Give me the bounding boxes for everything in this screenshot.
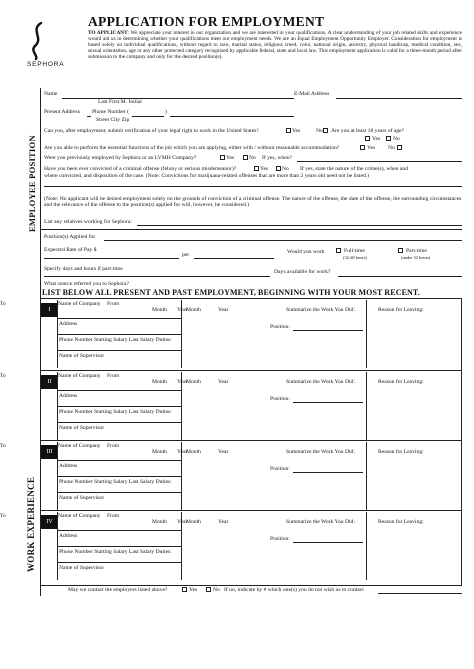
from-month-label: Month (152, 379, 167, 385)
convicted-detail-line1: If yes, state the nature of the crime(s), when and (300, 166, 408, 172)
phone-salary-field[interactable] (57, 422, 181, 423)
essential-no-checkbox[interactable] (397, 145, 402, 150)
address-field[interactable] (57, 406, 181, 407)
reason-for-leaving-label: Reason for Leaving: (378, 449, 424, 455)
if-yes-when-label: If yes, when? (262, 155, 292, 161)
position-field[interactable] (293, 330, 363, 331)
side-label-work-experience: WORK EXPERIENCE (26, 476, 36, 572)
address-field[interactable] (57, 476, 181, 477)
phone-salary-duties-label: Phone Number Starting Salary Last Salary Duties: (59, 549, 172, 555)
convicted-no-label: No (282, 166, 289, 172)
entry-number-badge: II (41, 375, 58, 389)
intro-body: : We appreciate your interest in our organization and we are interested in your qualifications. A clear understanding of your job related skills and experience would aid us in determining whether your qualifications meet our employment needs. We are an Equal Employment Opportunity Employer. Consideration for employment is based solely on individual qualifications, without regard to race, marital status, religious creed, color, national origin, ancestry, physical handicap, medical condition, sex, sexual orientation, age or any other protected category recognized by applicable federal, state and local law. This employment application is valid for a three-month period after submission to the company and only for the desired position(s). (88, 30, 462, 60)
age-yes-label: Yes (372, 136, 381, 142)
referral-label: What source referred you to Sephora? (44, 281, 129, 287)
prev-employed-yes-label: Yes (226, 155, 235, 161)
entry-number-badge: I (41, 303, 58, 317)
entry-separator (40, 510, 462, 511)
expected-rate-label: Expected Rate of Pay $ (44, 247, 97, 253)
relatives-field[interactable] (137, 225, 462, 226)
to-label: To (0, 513, 6, 519)
position-field[interactable] (293, 542, 363, 543)
essential-yes-checkbox[interactable] (360, 145, 365, 150)
verify-yes-label: Yes (292, 128, 301, 134)
entry-col-divider (366, 442, 367, 510)
to-label: To (0, 443, 6, 449)
company-name-label: Name of Company (58, 373, 101, 379)
convicted-yes-label: Yes (260, 166, 269, 172)
convicted-no-checkbox[interactable] (276, 166, 281, 171)
age-no-checkbox[interactable] (386, 136, 391, 141)
work-experience-heading: LIST BELOW ALL PRESENT AND PAST EMPLOYMENT, BEGINNING WITH YOUR MOST RECENT. (42, 288, 420, 297)
contact-yes-checkbox[interactable] (182, 587, 187, 592)
question-previously-employed: Were you previously employed by Sephora or an LVMH Company? (44, 155, 197, 161)
name-sublabel: Last First M. Initial (98, 99, 142, 105)
company-name-field[interactable] (57, 390, 181, 391)
to-year-label: Year (218, 307, 229, 313)
phone-area-field[interactable] (132, 116, 164, 117)
address-label: Address (59, 533, 78, 539)
days-hours-label: Specify days and hours if part-time (44, 266, 123, 272)
reason-for-leaving-label: Reason for Leaving: (378, 519, 424, 525)
to-month-label: Month (186, 449, 201, 455)
entry-col-divider (366, 300, 367, 368)
essential-no-label: No (388, 145, 395, 151)
to-label: To (0, 301, 6, 307)
pay-period-field[interactable] (194, 258, 274, 259)
from-year-label: Year (177, 307, 188, 313)
name-field[interactable] (62, 98, 294, 99)
question-convicted: Have you been ever convicted of a criminal offense (felony or serious misdemeanor)? (44, 166, 237, 172)
position-field[interactable] (293, 402, 363, 403)
position-label: Position: (270, 466, 290, 472)
question-verify-work: Can you, after employment, submit verification of your legal right to work in the United States? (44, 128, 259, 134)
summarize-work-label: Summarize the Work You Did: (286, 449, 355, 455)
phone-salary-field[interactable] (57, 350, 181, 351)
address-label: Address (59, 321, 78, 327)
from-label: From (107, 301, 120, 307)
address-field[interactable] (57, 334, 181, 335)
from-year-label: Year (177, 379, 188, 385)
phone-salary-duties-label: Phone Number Starting Salary Last Salary Duties: (59, 337, 172, 343)
part-time-hours: (under 32 hours) (401, 255, 431, 260)
prev-employed-when-field[interactable] (297, 161, 462, 162)
question-age: Are you at least 18 years of age? (331, 128, 405, 134)
address-sublabel: Street City Zip (96, 117, 130, 123)
contact-yes-label: Yes (189, 587, 198, 593)
entry-number-badge: III (41, 445, 58, 459)
supervisor-label: Name of Supervisor (59, 353, 105, 359)
days-hours-field[interactable] (44, 276, 270, 277)
summarize-work-label: Summarize the Work You Did: (286, 379, 355, 385)
position-label: Position: (270, 536, 290, 542)
reason-for-leaving-label: Reason for Leaving: (378, 379, 424, 385)
from-month-label: Month (152, 449, 167, 455)
convicted-detail-line2: where convicted, and disposition of the case. (Note: Convictions for marijuana-related offenses that are more than 2 years old need not be listed.) (44, 173, 370, 179)
position-label: Position: (270, 324, 290, 330)
supervisor-label: Name of Supervisor (59, 425, 105, 431)
verify-no-label: No (316, 128, 323, 134)
email-field[interactable] (336, 98, 462, 99)
position-label: Position: (270, 396, 290, 402)
brand-name: SEPHORA (27, 61, 65, 68)
company-name-label: Name of Company (58, 443, 101, 449)
convicted-yes-checkbox[interactable] (254, 166, 259, 171)
prev-employed-no-checkbox[interactable] (243, 155, 248, 160)
to-year-label: Year (218, 449, 229, 455)
relatives-label: List any relatives working for Sephora: (44, 219, 132, 225)
company-name-field[interactable] (57, 318, 181, 319)
present-address-label: Present Address (44, 109, 80, 115)
from-year-label: Year (177, 519, 188, 525)
days-available-label: Days available for work? (274, 269, 331, 275)
phone-salary-field[interactable] (57, 562, 181, 563)
per-label: per (182, 252, 190, 258)
contact-no-checkbox[interactable] (206, 587, 211, 592)
full-time-checkbox[interactable] (336, 248, 341, 253)
phone-label: Phone Number ( (92, 109, 129, 115)
email-label: E-Mail Address (294, 91, 330, 97)
verify-no-checkbox[interactable] (323, 128, 328, 133)
essential-yes-label: Yes (367, 145, 376, 151)
company-name-field[interactable] (57, 530, 181, 531)
entry-separator (40, 370, 462, 371)
age-no-label: No (393, 136, 400, 142)
to-label: To (0, 373, 6, 379)
would-work-label: Would you work (287, 249, 325, 255)
full-time-label: Full-time (344, 248, 365, 254)
intro-lead: TO APPLICANT (88, 30, 128, 36)
expected-rate-field[interactable] (44, 258, 179, 259)
part-time-label: Part-time (406, 248, 427, 254)
company-name-label: Name of Company (58, 513, 101, 519)
positions-applied-field[interactable] (104, 240, 462, 241)
contact-exclusion-field[interactable] (378, 593, 462, 594)
phone-number-field[interactable] (170, 116, 294, 117)
days-available-field[interactable] (338, 276, 462, 277)
positions-applied-label: Position(s) Applied for (44, 234, 96, 240)
supervisor-label: Name of Supervisor (59, 495, 105, 501)
question-essential-functions: Are you able to perform the essential functions of the job which you are applying, either with / without reasonable accommodation? (44, 145, 340, 151)
address-label: Address (59, 463, 78, 469)
phone-salary-field[interactable] (57, 492, 181, 493)
from-label: From (107, 443, 120, 449)
from-label: From (107, 373, 120, 379)
address-field[interactable] (57, 546, 181, 547)
to-year-label: Year (218, 519, 229, 525)
to-month-label: Month (186, 379, 201, 385)
from-month-label: Month (152, 519, 167, 525)
prev-employed-yes-checkbox[interactable] (220, 155, 225, 160)
company-name-field[interactable] (57, 460, 181, 461)
entry-number-badge: IV (41, 515, 58, 529)
to-year-label: Year (218, 379, 229, 385)
summarize-work-label: Summarize the Work You Did: (286, 519, 355, 525)
prev-employed-no-label: No (249, 155, 256, 161)
part-time-checkbox[interactable] (398, 248, 403, 253)
to-month-label: Month (186, 519, 201, 525)
side-label-employee-position: EMPLOYEE POSITION (27, 135, 37, 232)
page-title: APPLICATION FOR EMPLOYMENT (88, 14, 325, 29)
supervisor-label: Name of Supervisor (59, 565, 105, 571)
full-time-hours: (32-40 hours) (343, 255, 368, 260)
verify-yes-checkbox[interactable] (286, 128, 291, 133)
summarize-work-label: Summarize the Work You Did: (286, 307, 355, 313)
reason-for-leaving-label: Reason for Leaving: (378, 307, 424, 313)
position-field[interactable] (293, 472, 363, 473)
convicted-detail-field[interactable] (44, 186, 462, 187)
address-field[interactable] (87, 116, 91, 117)
contact-no-label: No (213, 587, 220, 593)
phone-salary-duties-label: Phone Number Starting Salary Last Salary Duties: (59, 409, 172, 415)
entry-separator (40, 440, 462, 441)
intro-paragraph (88, 31, 462, 61)
sephora-logo (26, 22, 48, 65)
from-label: From (107, 513, 120, 519)
contact-if-no-label: If no, indicate by # which one(s) you do not wish us to contact (224, 587, 364, 593)
phone-close: ) (165, 109, 167, 115)
to-month-label: Month (186, 307, 201, 313)
conviction-note: (Note: No applicant will be denied employment solely on the grounds of conviction of a criminal offense. The nature of the offense, the date of the offense, the surrounding circumstances and the relevance of the offense to the position(s) applied for will, however, be considered.) (44, 196, 462, 209)
entry-col-divider (366, 512, 367, 580)
address-label: Address (59, 393, 78, 399)
from-month-label: Month (152, 307, 167, 313)
phone-salary-duties-label: Phone Number Starting Salary Last Salary Duties: (59, 479, 172, 485)
entry-col-divider (366, 372, 367, 440)
company-name-label: Name of Company (58, 301, 101, 307)
position-section-divider (40, 229, 462, 230)
name-label: Name (44, 91, 58, 97)
contact-employers-question: May we contact the employers listed above? (68, 587, 168, 593)
age-yes-checkbox[interactable] (365, 136, 370, 141)
from-year-label: Year (177, 449, 188, 455)
